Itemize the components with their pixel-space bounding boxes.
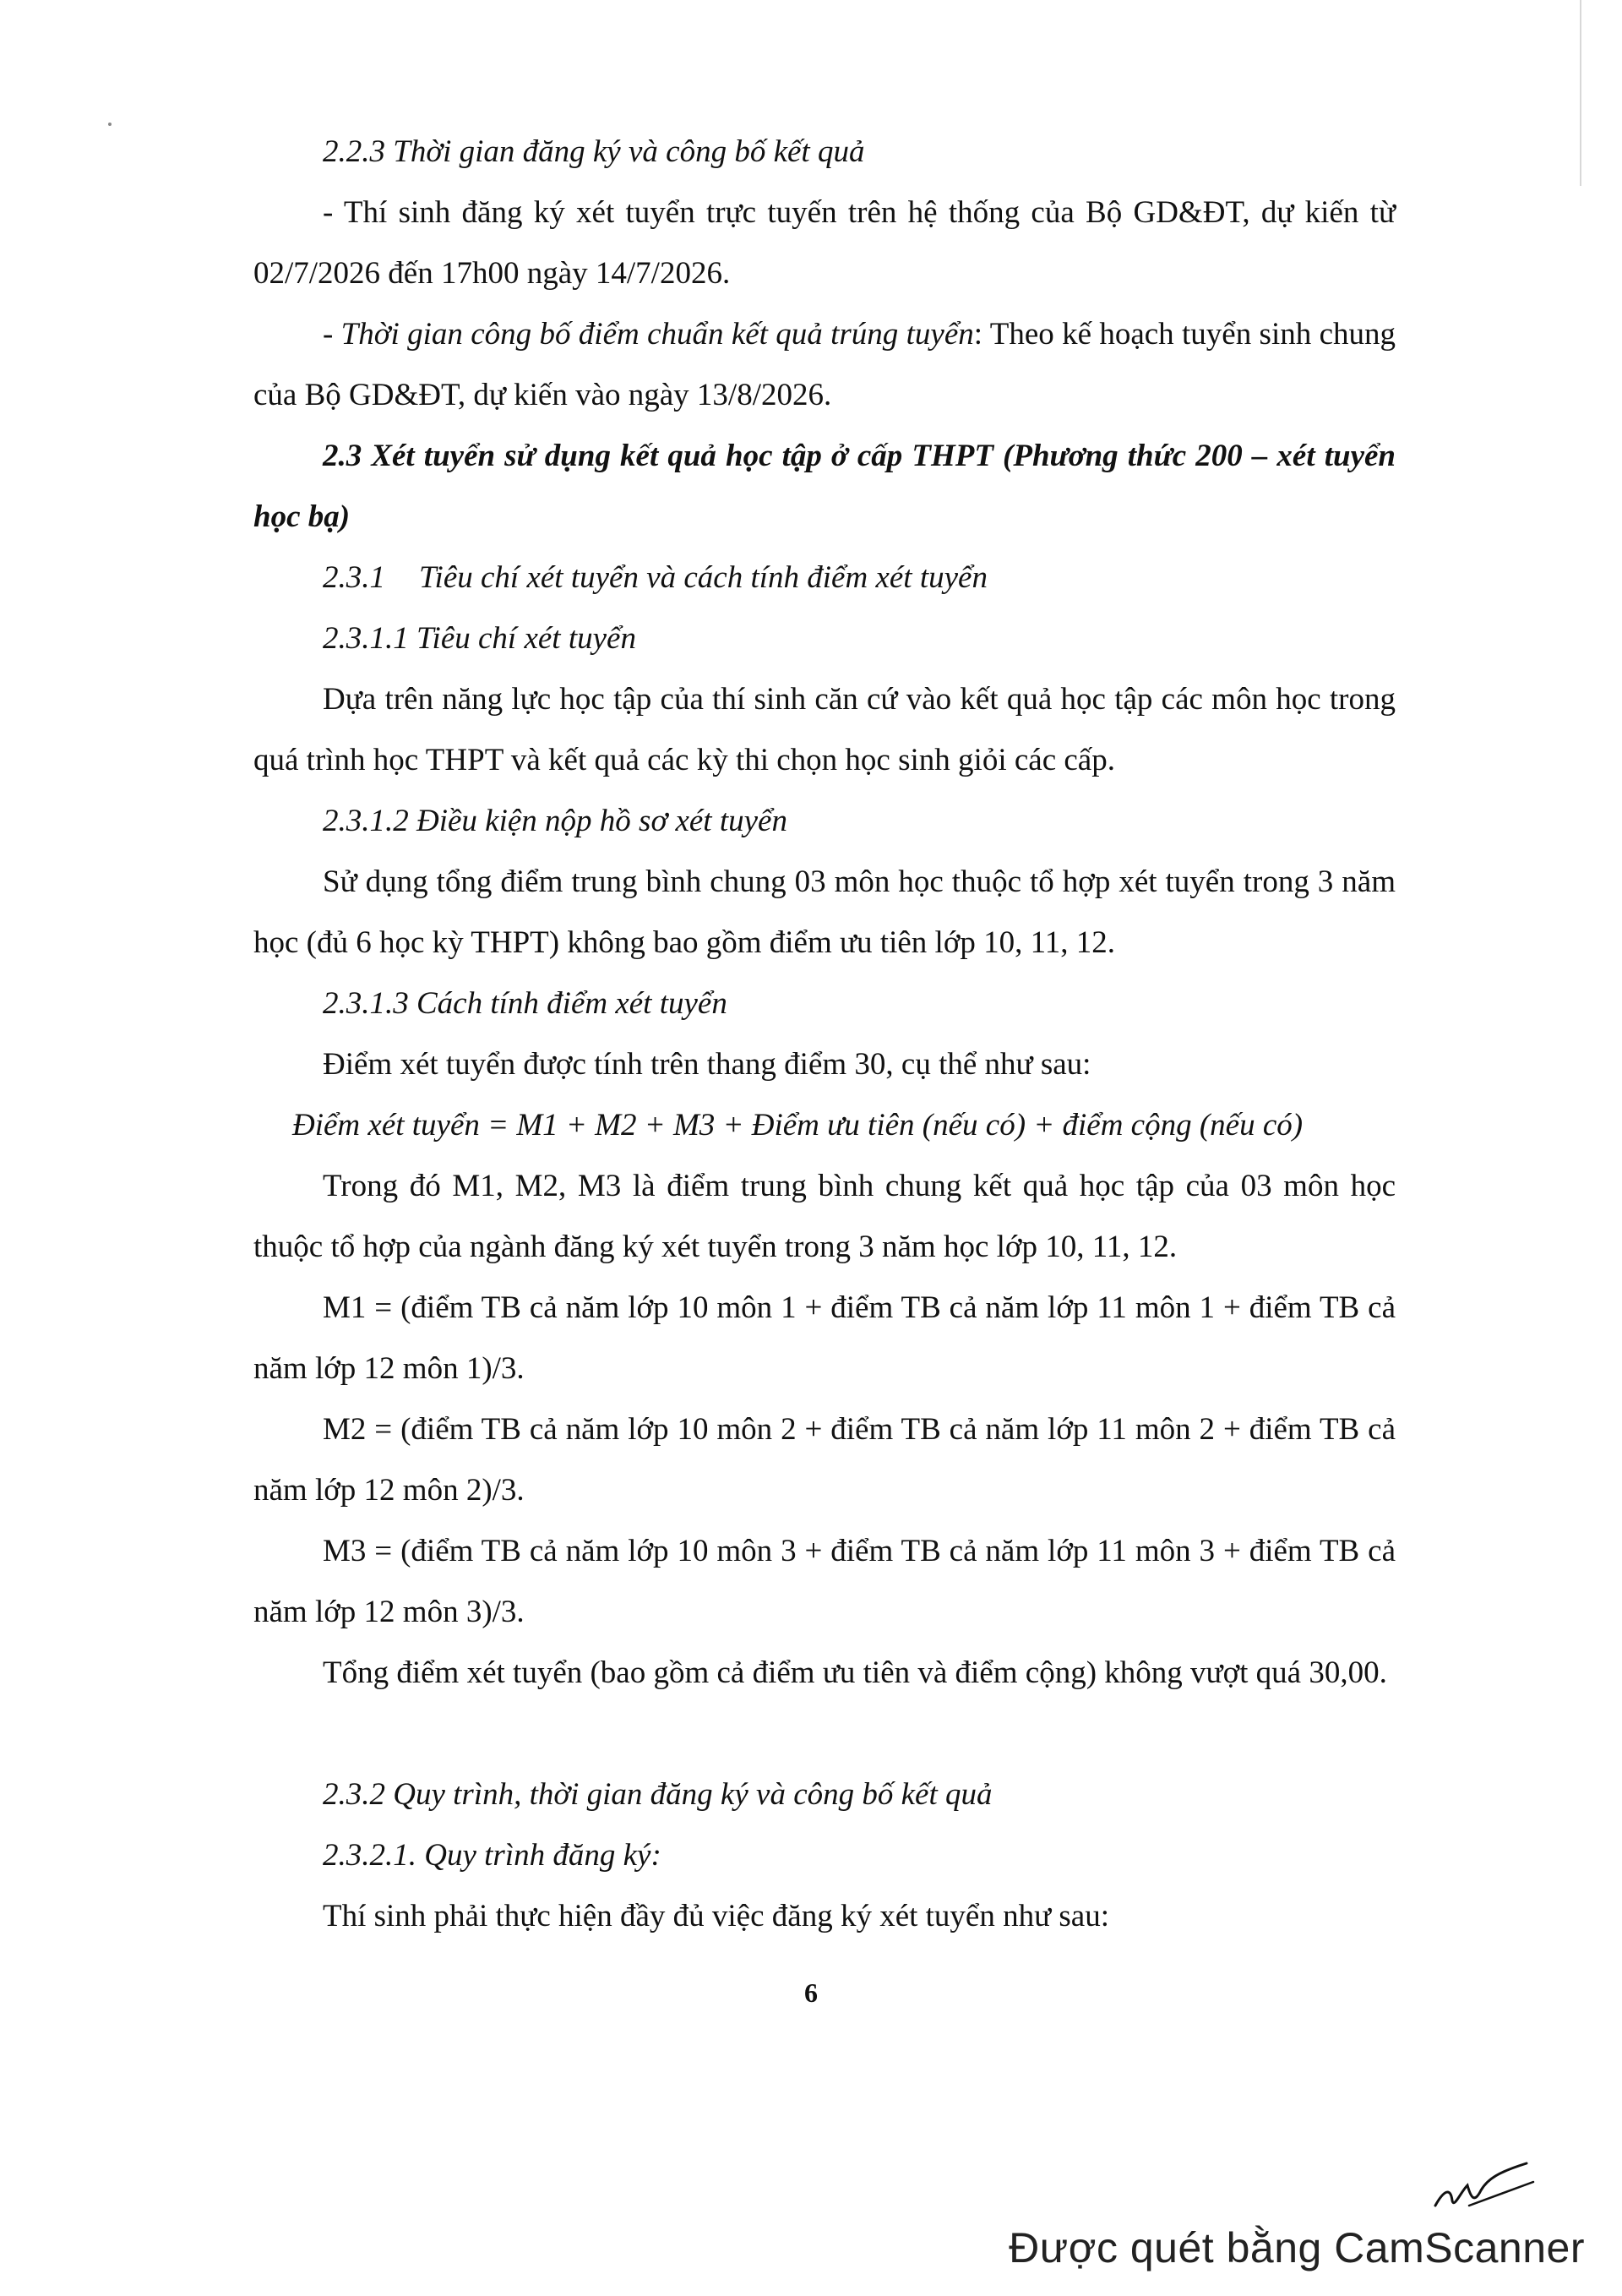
paragraph-m1: M1 = (điểm TB cả năm lớp 10 môn 1 + điểm TB cả năm lớp 11 môn 1 + điểm TB cả năm lớp 12 môn 1)/3. xyxy=(253,1290,1396,1386)
paragraph-registration-steps: Thí sinh phải thực hiện đầy đủ việc đăng ký xét tuyển như sau: xyxy=(323,1899,1109,1933)
announcement-label: - Thời gian công bố điểm chuẩn kết quả trúng tuyển xyxy=(323,317,974,352)
scan-edge xyxy=(1580,0,1581,186)
paragraph-m2: M2 = (điểm TB cả năm lớp 10 môn 2 + điểm TB cả năm lớp 11 môn 2 + điểm TB cả năm lớp 12 môn 2)/3. xyxy=(253,1412,1396,1508)
signature-mark xyxy=(1432,2157,1542,2216)
camscanner-watermark: Được quét bằng CamScanner xyxy=(1009,2224,1585,2271)
paragraph-registration-period: - Thí sinh đăng ký xét tuyển trực tuyến trên hệ thống của Bộ GD&ĐT, dự kiến từ 02/7/2026 đến 17h00 ngày 14/7/2026. xyxy=(253,195,1396,291)
paragraph-conditions: Sử dụng tổng điểm trung bình chung 03 môn học thuộc tổ hợp xét tuyển trong 3 năm học (đủ 6 học kỳ THPT) không bao gồm điểm ưu tiên lớp 10, 11, 12. xyxy=(253,864,1396,960)
heading-2-3-1-1: 2.3.1.1 Tiêu chí xét tuyển xyxy=(323,621,636,656)
heading-2-3-1 xyxy=(323,548,988,608)
heading-2-3: 2.3 Xét tuyển sử dụng kết quả học tập ở cấp THPT (Phương thức 200 – xét tuyển học bạ) xyxy=(253,439,1396,534)
heading-2-3-1-2: 2.3.1.2 Điều kiện nộp hồ sơ xét tuyển xyxy=(323,804,787,838)
heading-2-3-2-1: 2.3.2.1. Quy trình đăng ký: xyxy=(323,1838,661,1873)
heading-2-3-2: 2.3.2 Quy trình, thời gian đăng ký và công bố kết quả xyxy=(323,1777,993,1812)
heading-2-3-1-3: 2.3.1.3 Cách tính điểm xét tuyển xyxy=(323,986,727,1021)
heading-2-3-1-number: 2.3.1 xyxy=(323,560,385,595)
paragraph-total-cap: Tổng điểm xét tuyển (bao gồm cả điểm ưu tiên và điểm cộng) không vượt quá 30,00. xyxy=(323,1655,1387,1690)
paragraph-score-scale: Điểm xét tuyển được tính trên thang điểm 30, cụ thể như sau: xyxy=(323,1047,1091,1082)
page-number: 6 xyxy=(804,1977,818,2008)
heading-2-3-1-title: Tiêu chí xét tuyển và cách tính điểm xét tuyển xyxy=(419,560,988,595)
paragraph-criteria: Dựa trên năng lực học tập của thí sinh căn cứ vào kết quả học tập các môn học trong quá trình học THPT và kết quả các kỳ thi chọn học sinh giỏi các cấp. xyxy=(253,682,1396,777)
heading-2-2-3: 2.2.3 Thời gian đăng ký và công bố kết quả xyxy=(323,134,865,169)
score-formula: Điểm xét tuyển = M1 + M2 + M3 + Điểm ưu tiên (nếu có) + điểm cộng (nếu có) xyxy=(292,1108,1304,1143)
scan-speck xyxy=(108,123,112,126)
paragraph-m3: M3 = (điểm TB cả năm lớp 10 môn 3 + điểm TB cả năm lớp 11 môn 3 + điểm TB cả năm lớp 12 môn 3)/3. xyxy=(253,1534,1396,1629)
paragraph-definitions: Trong đó M1, M2, M3 là điểm trung bình chung kết quả học tập của 03 môn học thuộc tổ hợp của ngành đăng ký xét tuyển trong 3 năm học lớp 10, 11, 12. xyxy=(253,1169,1396,1264)
announcement-text: : Theo kế hoạch tuyển sinh chung của Bộ GD&ĐT, dự kiến vào ngày 13/8/2026. xyxy=(253,317,1396,412)
paragraph-announcement xyxy=(253,304,1396,426)
